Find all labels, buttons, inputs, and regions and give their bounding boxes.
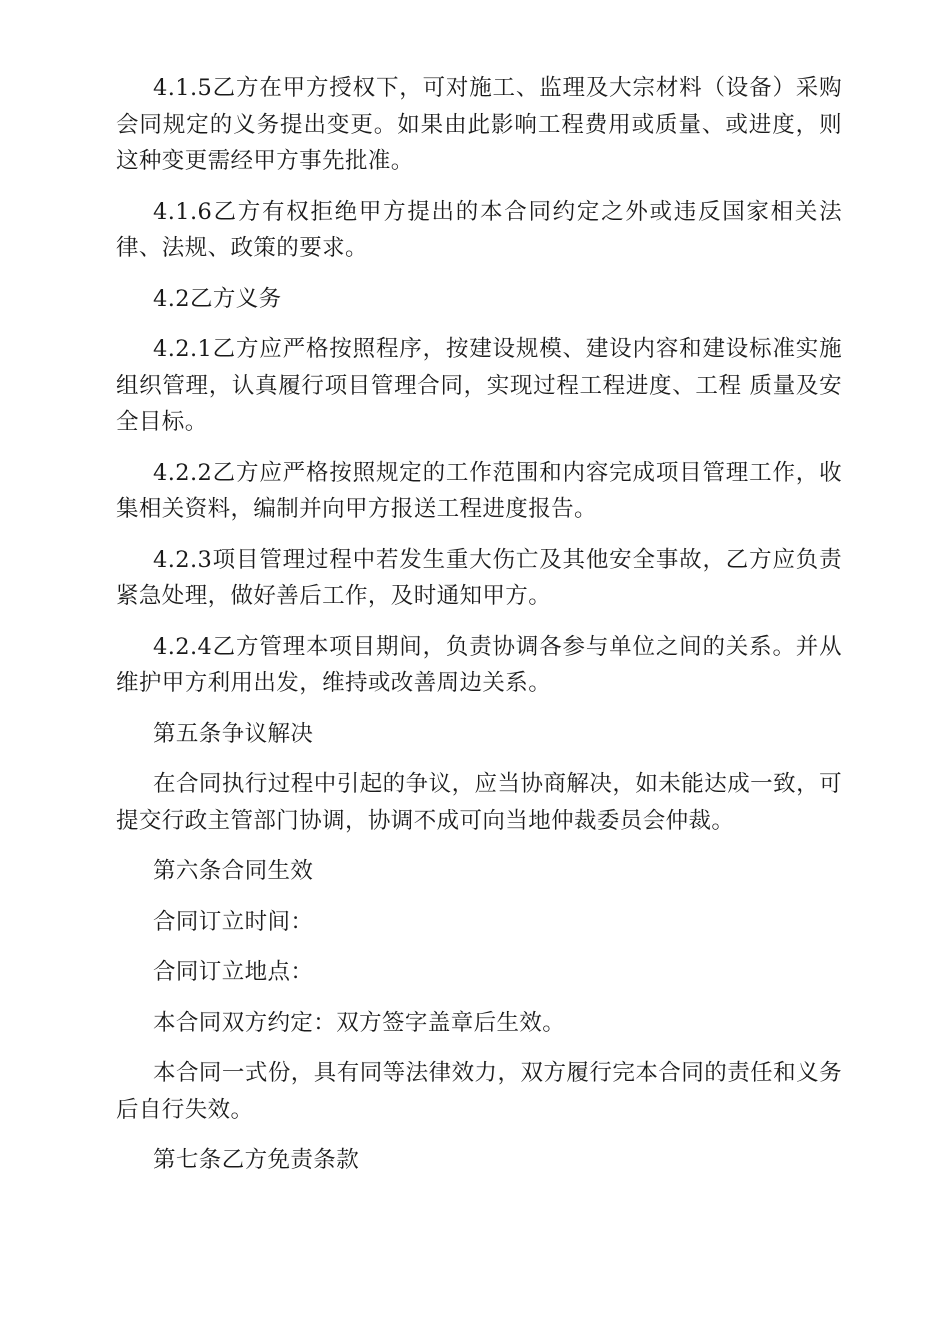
clause-4-1-6: 4.1.6乙方有权拒绝甲方提出的本合同约定之外或违反国家相关法律、法规、政策的要求。 [116,198,842,261]
article-6-heading: 第六条合同生效 [153,858,314,884]
article-7-heading: 第七条乙方免责条款 [153,1147,360,1173]
clause-4-1-5: 4.1.5乙方在甲方授权下，可对施工、监理及大宗材料（设备）采购会同规定的义务提出变更。如果由此影响工程费用或质量、或进度，则这种变更需经甲方事先批准。 [116,75,842,174]
clause-4-2-4: 4.2.4乙方管理本项目期间，负责协调各参与单位之间的关系。并从维护甲方利用出发，维持或改善周边关系。 [116,633,842,696]
clause-4-2-1: 4.2.1乙方应严格按照程序，按建设规模、建设内容和建设标准实施组织管理，认真履行项目管理合同，实现过程工程进度、工程 质量及安全目标。 [116,336,842,435]
contract-signing-time: 合同订立时间： [153,908,314,935]
clause-4-2-3: 4.2.3项目管理过程中若发生重大伤亡及其他安全事故，乙方应负责紧急处理，做好善后工作，及时通知甲方。 [116,546,842,609]
article-5-body: 在合同执行过程中引起的争议，应当协商解决，如未能达成一致，可提交行政主管部门协调，协调不成可向当地仲裁委员会仲裁。 [116,771,842,834]
section-4-2-heading: 4.2乙方义务 [153,285,282,312]
contract-copies-clause: 本合同一式份，具有同等法律效力，双方履行完本合同的责任和义务后自行失效。 [116,1060,842,1123]
clause-4-2-2: 4.2.2乙方应严格按照规定的工作范围和内容完成项目管理工作，收集相关资料，编制并向甲方报送工程进度报告。 [116,459,842,522]
contract-signing-place: 合同订立地点： [153,959,314,985]
article-5-heading: 第五条争议解决 [153,720,314,747]
document-page [116,70,842,1193]
contract-effect-clause: 本合同双方约定：双方签字盖章后生效。 [153,1009,566,1036]
